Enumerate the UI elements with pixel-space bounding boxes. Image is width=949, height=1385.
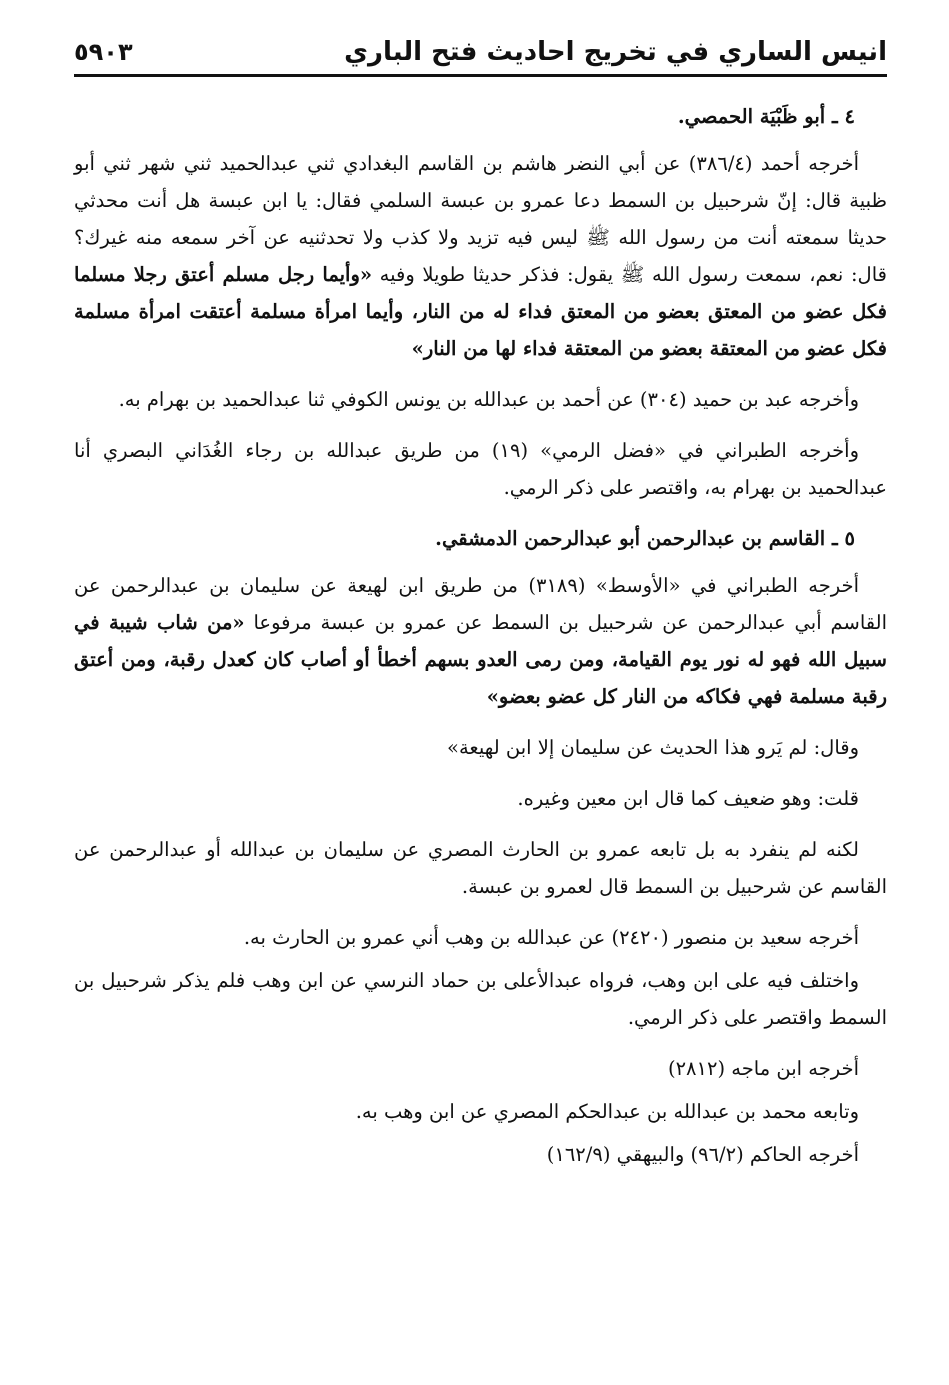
hadith-quote: «من شاب شيبة في سبيل الله فهو له نور يوم القيامة، ومن رمى العدو بسهم أخطأ أو أصاب كان كعدل رقبة، ومن أعتق رقبة مسلمة فهي فكاكه من النار كل عضو بعضو» (74, 611, 887, 708)
hadith-quote: «وأيما رجل مسلم أعتق رجلا مسلما فكل عضو من المعتق بعضو من المعتق فداء له من النار، وأيما امرأة مسلمة أعتقت امرأة مسلمة فكل عضو من المعتقة بعضو من المعتقة فداء لها من النار» (74, 263, 887, 360)
paragraph: وتابعه محمد بن عبدالله بن عبدالحكم المصري عن ابن وهب به. (355, 1100, 859, 1123)
paragraph (74, 145, 887, 367)
section-5-heading: ٥ ـ القاسم بن عبدالرحمن أبو عبدالرحمن الدمشقي. (435, 527, 855, 550)
paragraph: وقال: لم يَرو هذا الحديث عن سليمان إلا ابن لهيعة» (447, 736, 859, 759)
paragraph-text: أخرجه أحمد (٣٨٦/٤) عن أبي النضر هاشم بن القاسم البغدادي ثني عبدالحميد ثني شهر ثني أبو ظبية قال: إنّ شرحبيل بن السمط دعا عمرو بن عبسة السلمي فقال: يا ابن عبسة هل أنت محدثي حديثا سمعته أنت من رسول الله ﷺ ليس فيه تزيد ولا كذب ولا تحدثنيه عن آخر سمعه منه غيرك؟ قال: نعم، سمعت رسول الله ﷺ يقول: فذكر حديثا طويلا وفيه (74, 152, 887, 286)
paragraph-text: أخرجه الطبراني في «الأوسط» (٣١٨٩) من طريق ابن لهيعة عن سليمان بن عبدالرحمن عن القاسم أبي عبدالرحمن عن شرحبيل بن السمط عن عمرو بن عبسة مرفوعا (74, 574, 887, 634)
paragraph (74, 567, 887, 715)
section-4-heading: ٤ ـ أبو ظَبْيَة الحمصي. (677, 105, 855, 128)
paragraph: أخرجه الحاكم (٩٦/٢) والبيهقي (١٦٢/٩) (546, 1143, 859, 1166)
paragraph: أخرجه ابن ماجه (٢٨١٢) (667, 1057, 859, 1080)
page-body (74, 98, 887, 1179)
paragraph: قلت: وهو ضعيف كما قال ابن معين وغيره. (517, 787, 859, 810)
paragraph: وأخرجه عبد بن حميد (٣٠٤) عن أحمد بن عبدالله بن يونس الكوفي ثنا عبدالحميد بن بهرام به. (118, 388, 859, 411)
running-header (74, 30, 887, 77)
paragraph: أخرجه سعيد بن منصور (٢٤٢٠) عن عبدالله بن وهب أني عمرو بن الحارث به. (243, 926, 859, 949)
paragraph: وأخرجه الطبراني في «فضل الرمي» (١٩) من طريق عبدالله بن رجاء الغُدَاني البصري أنا عبدالحميد بن بهرام به، واقتصر على ذكر الرمي. (74, 439, 887, 499)
book-title: انيس الساري في تخريج احاديث فتح الباري (344, 37, 887, 67)
paragraph: لكنه لم ينفرد به بل تابعه عمرو بن الحارث المصري عن سليمان بن عبدالله أو عبدالرحمن عن القاسم عن شرحبيل بن السمط قال لعمرو بن عبسة. (74, 838, 887, 898)
page-number: ٥٩٠٣ (74, 38, 133, 66)
paragraph: واختلف فيه على ابن وهب، فرواه عبدالأعلى بن حماد النرسي عن ابن وهب فلم يذكر شرحبيل بن السمط واقتصر على ذكر الرمي. (74, 969, 887, 1029)
